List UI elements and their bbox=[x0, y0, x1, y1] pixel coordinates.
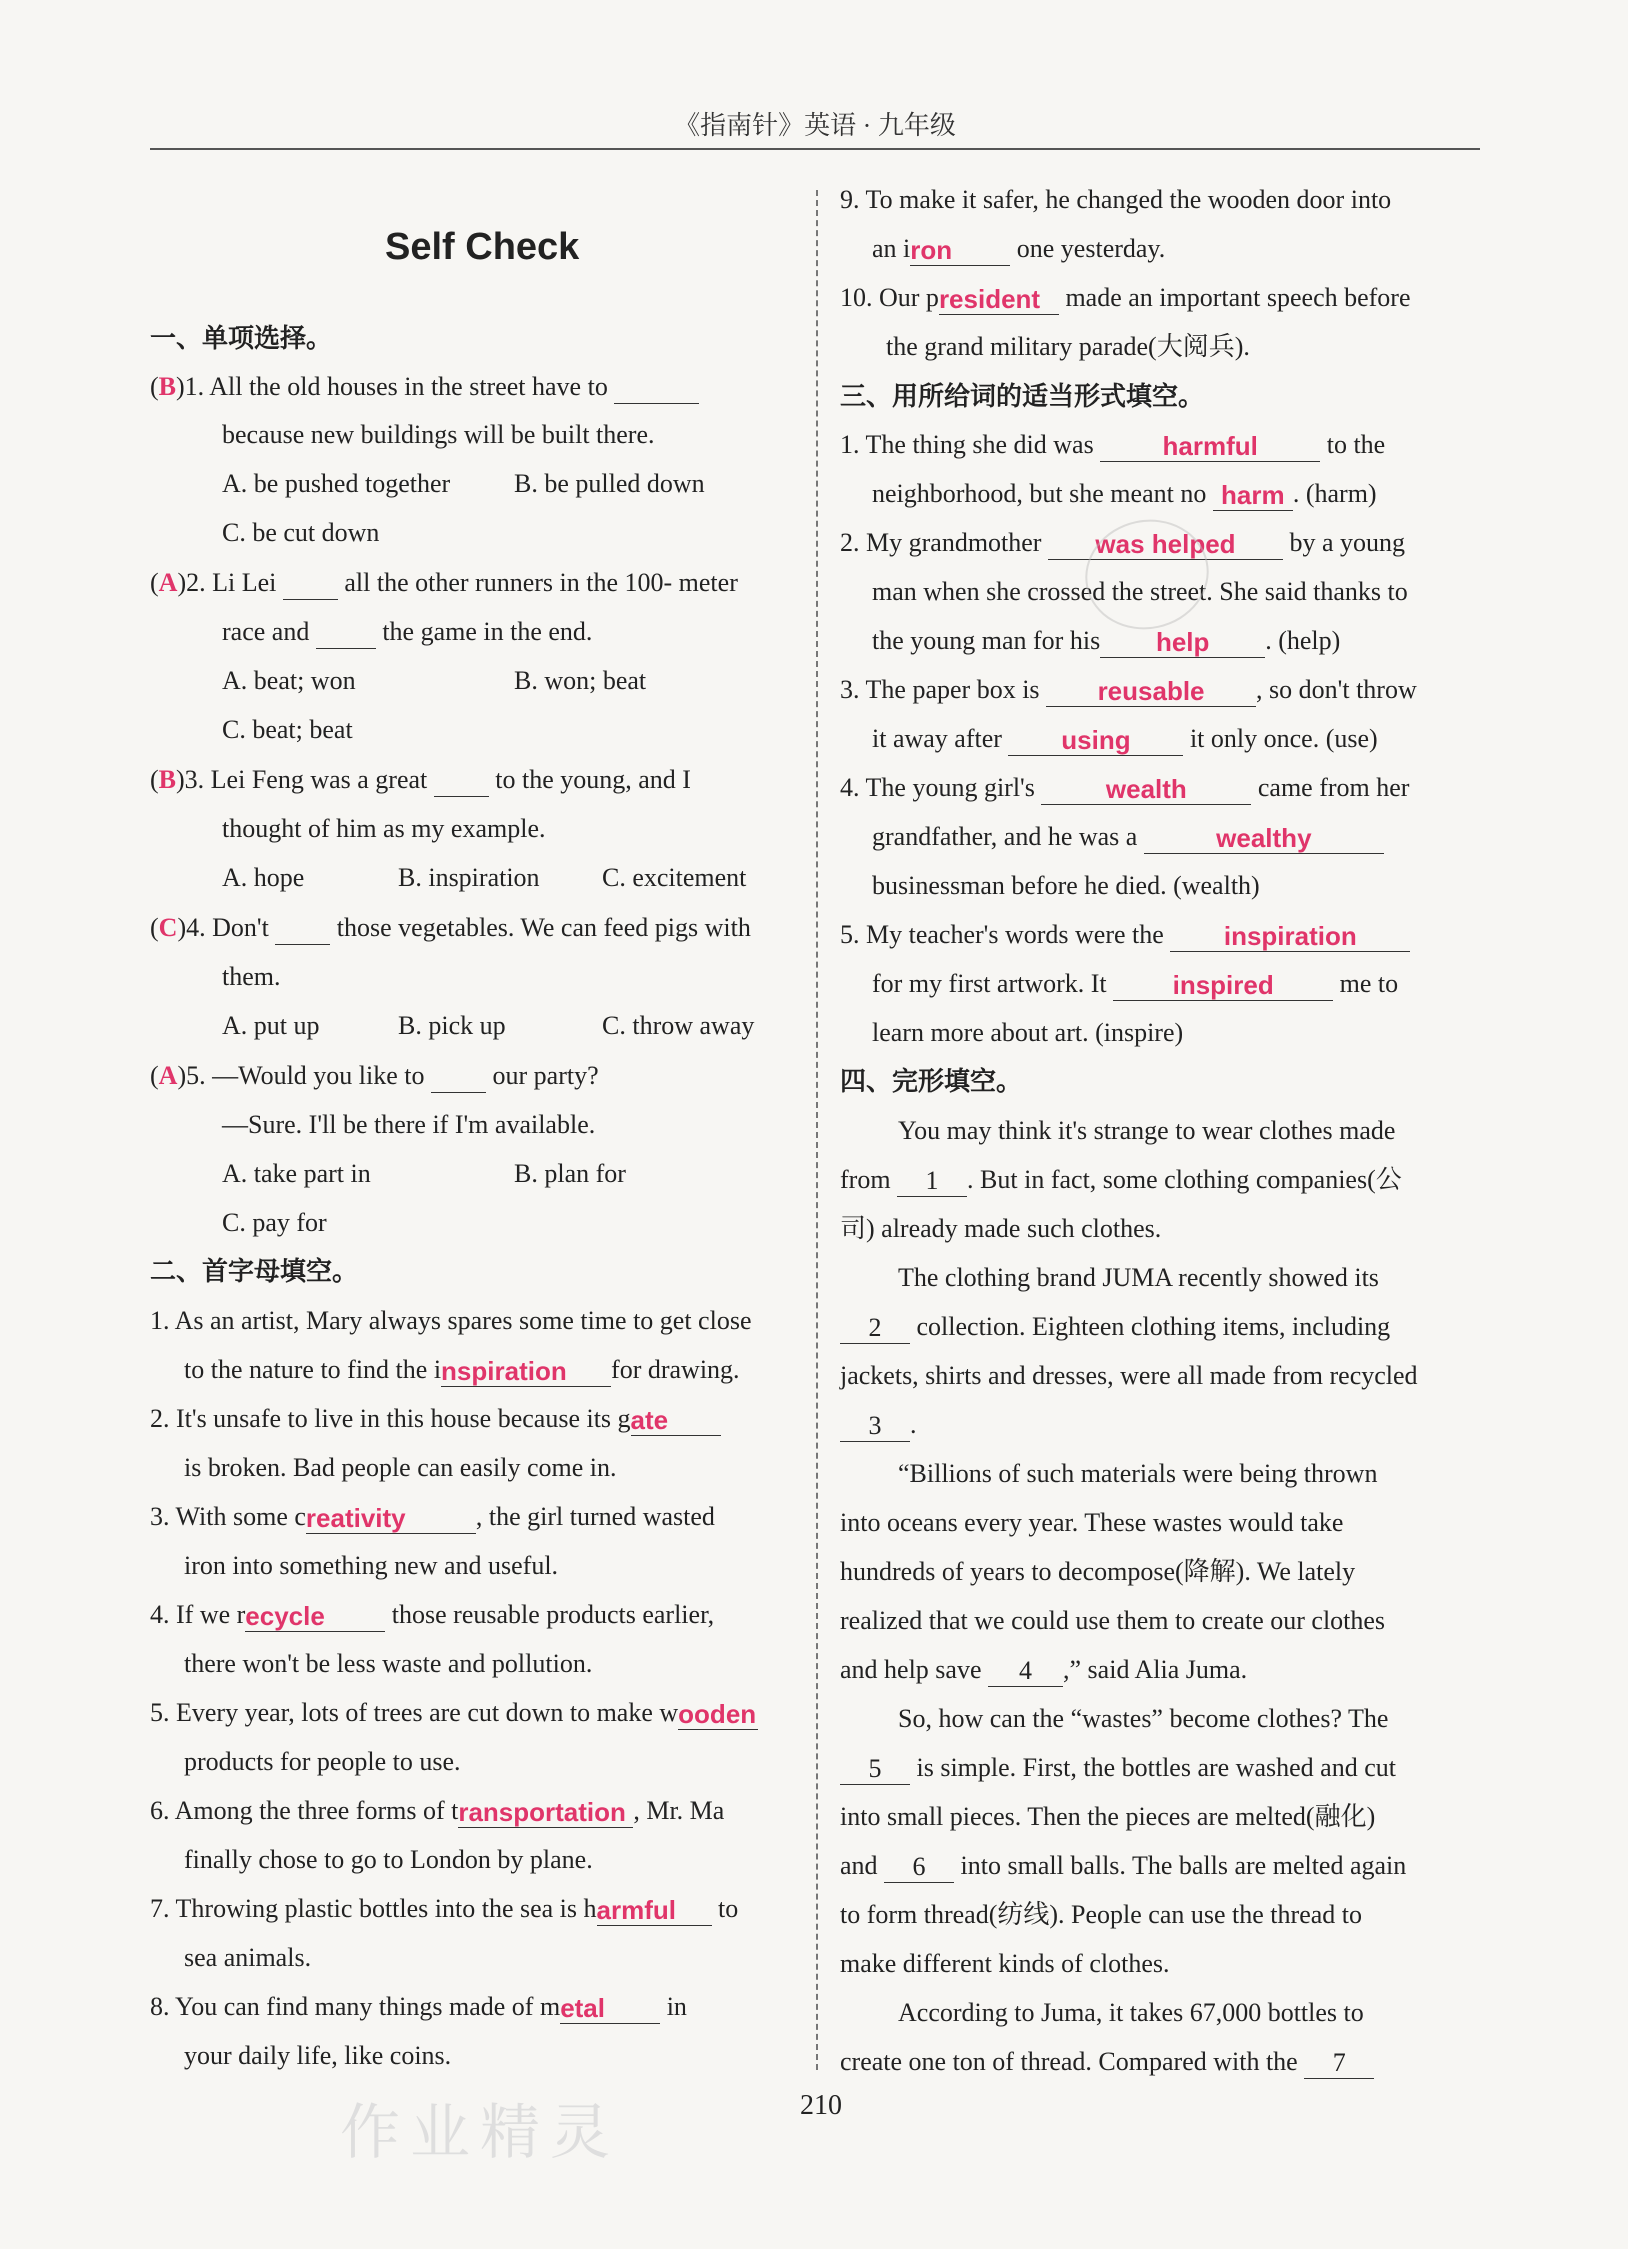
question-text: 3. The paper box is bbox=[840, 675, 1040, 704]
option-b: B. pick up bbox=[398, 1011, 506, 1040]
question-text: 4. The young girl's bbox=[840, 773, 1035, 802]
page-header: 《指南针》英语 · 九年级 bbox=[674, 111, 956, 140]
question-text: came from her bbox=[1257, 773, 1410, 802]
word-form-question-4 bbox=[840, 771, 1409, 805]
question-text: 5. Every year, lots of trees are cut down to make w bbox=[150, 1698, 679, 1727]
fill-question-8-cont: your daily life, like coins. bbox=[184, 2041, 452, 2070]
option-a: A. hope bbox=[222, 863, 305, 892]
passage-line bbox=[840, 2045, 1374, 2079]
question-5: (A)5. —Would you like to our party? bbox=[150, 1059, 599, 1093]
answer-choice: A bbox=[158, 1061, 178, 1090]
question-text: 6. Among the three forms of t bbox=[150, 1796, 459, 1825]
option-c: C. pay for bbox=[222, 1208, 327, 1237]
word-form-question-3 bbox=[840, 673, 1417, 707]
passage-line bbox=[840, 1408, 917, 1442]
question-text: )4. Don't bbox=[177, 913, 269, 942]
question-text: 3. With some c bbox=[150, 1502, 306, 1531]
option-c: C. beat; beat bbox=[222, 715, 353, 744]
answer-choice: B bbox=[158, 765, 177, 794]
question-text: 7. Throwing plastic bottles into the sea is h bbox=[150, 1894, 597, 1923]
answer-text: wealthy bbox=[1216, 823, 1312, 853]
answer-text: ecycle bbox=[245, 1601, 325, 1631]
page-number: 210 bbox=[800, 2090, 842, 2121]
cloze-blank: 7 bbox=[1304, 2048, 1374, 2079]
answer-blank bbox=[316, 618, 376, 649]
question-text: thought of him as my example. bbox=[222, 814, 546, 843]
question-text: 2. My grandmother bbox=[840, 528, 1042, 557]
word-form-question-3-cont bbox=[872, 722, 1378, 756]
cloze-blank: 2 bbox=[840, 1313, 910, 1344]
fill-question-7 bbox=[150, 1892, 738, 1926]
question-text: , Mr. Ma bbox=[633, 1796, 725, 1825]
fill-question-4-cont: there won't be less waste and pollution. bbox=[184, 1649, 593, 1678]
option-b: B. inspiration bbox=[398, 863, 540, 892]
passage-line: into small pieces. Then the pieces are melted(融化) bbox=[840, 1802, 1376, 1831]
answer-blank bbox=[431, 1062, 486, 1093]
answer-blank bbox=[434, 766, 489, 797]
passage-line: realized that we could use them to create our clothes bbox=[840, 1606, 1386, 1635]
passage-text: ,” said Alia Juma. bbox=[1063, 1655, 1248, 1684]
question-text: grandfather, and he was a bbox=[872, 822, 1138, 851]
fill-question-1: 1. As an artist, Mary always spares some time to get close bbox=[150, 1306, 752, 1335]
cloze-blank: 3 bbox=[840, 1411, 910, 1442]
passage-line bbox=[840, 1310, 1390, 1344]
answer-text: help bbox=[1155, 627, 1210, 657]
answer-text: using bbox=[1061, 725, 1131, 755]
fill-question-7-cont: sea animals. bbox=[184, 1943, 312, 1972]
fill-question-3-cont: iron into something new and useful. bbox=[184, 1551, 559, 1580]
passage-text: . bbox=[910, 1410, 917, 1439]
question-text: it away after bbox=[872, 724, 1002, 753]
passage-line: hundreds of years to decompose(降解). We lately bbox=[840, 1557, 1356, 1586]
question-3: (B)3. Lei Feng was a great to the young, and I bbox=[150, 763, 691, 797]
question-text: 8. You can find many things made of m bbox=[150, 1992, 561, 2021]
passage-line: to form thread(纺线). People can use the thread to bbox=[840, 1900, 1362, 1929]
option-a: A. take part in bbox=[222, 1159, 371, 1188]
passage-text: into small balls. The balls are melted again bbox=[960, 1851, 1407, 1880]
passage-line: into oceans every year. These wastes would take bbox=[840, 1508, 1344, 1537]
fill-question-5 bbox=[150, 1696, 758, 1730]
watermark: 作业精灵 bbox=[340, 2098, 620, 2168]
answer-choice: B bbox=[158, 372, 177, 401]
question-text: 1. The thing she did was bbox=[840, 430, 1094, 459]
passage-text: is simple. First, the bottles are washed and cut bbox=[916, 1753, 1396, 1782]
answer-blank bbox=[283, 569, 338, 600]
page-title: Self Check bbox=[385, 226, 580, 268]
fill-question-4 bbox=[150, 1598, 714, 1632]
question-text: all the other runners in the 100- meter bbox=[344, 568, 738, 597]
passage-line: You may think it's strange to wear clothes made bbox=[898, 1116, 1396, 1145]
answer-text: ransportation bbox=[458, 1797, 626, 1827]
answer-text: ate bbox=[630, 1405, 669, 1435]
fill-question-9-cont bbox=[872, 232, 1165, 266]
question-text: , the girl turned wasted bbox=[475, 1502, 715, 1531]
fill-question-1-cont bbox=[184, 1353, 740, 1387]
word-form-question-5-cont bbox=[872, 967, 1398, 1001]
question-text: for drawing. bbox=[611, 1355, 740, 1384]
question-text: for my first artwork. It bbox=[872, 969, 1107, 998]
word-form-question-5 bbox=[840, 918, 1410, 952]
passage-line: make different kinds of clothes. bbox=[840, 1949, 1170, 1978]
section-heading-1: 一、单项选择。 bbox=[150, 324, 333, 354]
answer-text: inspired bbox=[1172, 970, 1274, 1000]
section-heading-4: 四、完形填空。 bbox=[840, 1067, 1023, 1097]
answer-text: harm bbox=[1221, 480, 1285, 510]
fill-question-10 bbox=[840, 281, 1411, 315]
question-text: the game in the end. bbox=[382, 617, 593, 646]
question-text: made an important speech before bbox=[1065, 283, 1411, 312]
passage-line: So, how can the “wastes” become clothes? The bbox=[898, 1704, 1389, 1733]
question-text: to bbox=[718, 1894, 739, 1923]
passage-text: collection. Eighteen clothing items, including bbox=[916, 1312, 1391, 1341]
answer-text: ooden bbox=[678, 1699, 757, 1729]
option-b: B. plan for bbox=[514, 1159, 626, 1188]
question-text: by a young bbox=[1289, 528, 1406, 557]
question-text: . (harm) bbox=[1292, 479, 1377, 508]
fill-question-2-cont: is broken. Bad people can easily come in. bbox=[184, 1453, 617, 1482]
answer-text: resident bbox=[938, 284, 1041, 314]
column-divider bbox=[816, 190, 818, 2070]
cloze-blank: 6 bbox=[884, 1852, 954, 1883]
question-text: )2. Li Lei bbox=[177, 568, 277, 597]
answer-text: harmful bbox=[1162, 431, 1258, 461]
word-form-question-1 bbox=[840, 428, 1385, 462]
option-c: C. throw away bbox=[602, 1011, 755, 1040]
word-form-question-2-cont2 bbox=[872, 624, 1340, 658]
question-text: neighborhood, but she meant no bbox=[872, 479, 1207, 508]
question-text: it only once. (use) bbox=[1189, 724, 1378, 753]
question-text: them. bbox=[222, 962, 281, 991]
passage-text: from bbox=[840, 1165, 891, 1194]
question-text: in bbox=[666, 1992, 687, 2021]
option-a: A. be pushed together bbox=[222, 469, 451, 498]
passage-line bbox=[840, 1849, 1406, 1883]
question-text: )5. —Would you like to bbox=[177, 1061, 425, 1090]
cloze-blank: 4 bbox=[988, 1656, 1063, 1687]
answer-text: inspiration bbox=[1223, 921, 1357, 951]
question-text: 10. Our p bbox=[840, 283, 939, 312]
answer-text: etal bbox=[560, 1993, 605, 2023]
question-text: to the nature to find the i bbox=[184, 1355, 442, 1384]
fill-question-6-cont: finally chose to go to London by plane. bbox=[184, 1845, 593, 1874]
passage-text: . But in fact, some clothing companies(公 bbox=[967, 1165, 1402, 1194]
question-text: an i bbox=[872, 234, 911, 263]
answer-choice: C bbox=[158, 913, 178, 942]
fill-question-2 bbox=[150, 1402, 721, 1436]
answer-text: ron bbox=[910, 235, 953, 265]
question-text: . (help) bbox=[1265, 626, 1341, 655]
passage-text: create one ton of thread. Compared with the bbox=[840, 2047, 1298, 2076]
fill-question-8 bbox=[150, 1990, 687, 2024]
passage-line: jackets, shirts and dresses, were all made from recycled bbox=[840, 1361, 1418, 1390]
answer-text: wealth bbox=[1105, 774, 1187, 804]
section-heading-3: 三、用所给词的适当形式填空。 bbox=[840, 382, 1205, 412]
fill-question-10-cont: the grand military parade(大阅兵). bbox=[886, 332, 1250, 361]
question-text: 5. My teacher's words were the bbox=[840, 920, 1164, 949]
answer-text: armful bbox=[596, 1895, 676, 1925]
answer-text: nspiration bbox=[441, 1356, 567, 1386]
question-text: 4. If we r bbox=[150, 1600, 246, 1629]
header-rule bbox=[150, 148, 1480, 150]
question-text: me to bbox=[1339, 969, 1399, 998]
question-text: race and bbox=[222, 617, 310, 646]
fill-question-6 bbox=[150, 1794, 724, 1828]
passage-line bbox=[840, 1751, 1396, 1785]
passage-line: “Billions of such materials were being thrown bbox=[898, 1459, 1378, 1488]
answer-text: was helped bbox=[1095, 529, 1236, 559]
cloze-blank: 5 bbox=[840, 1754, 910, 1785]
option-c: C. excitement bbox=[602, 863, 747, 892]
question-text: to the young, and I bbox=[495, 765, 691, 794]
answer-blank bbox=[275, 914, 330, 945]
question-text: —Sure. I'll be there if I'm available. bbox=[222, 1110, 596, 1139]
passage-text: and help save bbox=[840, 1655, 982, 1684]
word-form-question-1-cont bbox=[872, 477, 1377, 511]
option-a: A. beat; won bbox=[222, 666, 356, 695]
question-4: (C)4. Don't those vegetables. We can feed pigs with bbox=[150, 911, 751, 945]
word-form-question-4-cont bbox=[872, 820, 1384, 854]
question-text: 2. It's unsafe to live in this house because its g bbox=[150, 1404, 631, 1433]
passage-line: The clothing brand JUMA recently showed its bbox=[898, 1263, 1379, 1292]
question-text: our party? bbox=[492, 1061, 599, 1090]
question-text: , so don't throw bbox=[1256, 675, 1417, 704]
question-text bbox=[222, 615, 592, 649]
section-heading-2: 二、首字母填空。 bbox=[150, 1257, 359, 1287]
option-a: A. put up bbox=[222, 1011, 320, 1040]
fill-question-5-cont: products for people to use. bbox=[184, 1747, 461, 1776]
question-text: the young man for his bbox=[872, 626, 1101, 655]
answer-text: reusable bbox=[1097, 676, 1205, 706]
word-form-question-5-cont2: learn more about art. (inspire) bbox=[872, 1018, 1184, 1047]
question-text: )3. Lei Feng was a great bbox=[176, 765, 428, 794]
answer-choice: A bbox=[158, 568, 178, 597]
passage-line bbox=[840, 1163, 1402, 1197]
option-b: B. won; beat bbox=[514, 666, 647, 695]
option-b: B. be pulled down bbox=[514, 469, 705, 498]
passage-line: 司) already made such clothes. bbox=[840, 1214, 1162, 1243]
option-c: C. be cut down bbox=[222, 518, 380, 547]
fill-question-9: 9. To make it safer, he changed the wooden door into bbox=[840, 185, 1392, 214]
word-form-question-4-cont2: businessman before he died. (wealth) bbox=[872, 871, 1260, 900]
answer-text: reativity bbox=[305, 1503, 406, 1533]
fill-question-3 bbox=[150, 1500, 715, 1534]
passage-text: and bbox=[840, 1851, 878, 1880]
passage-line: According to Juma, it takes 67,000 bottles to bbox=[898, 1998, 1364, 2027]
question-text: to the bbox=[1326, 430, 1386, 459]
passage-line bbox=[840, 1653, 1247, 1687]
question-1: (B)1. All the old houses in the street have to bbox=[150, 370, 699, 404]
word-form-question-2-cont: man when she crossed the street. She said thanks to bbox=[872, 577, 1408, 606]
question-text: one yesterday. bbox=[1016, 234, 1166, 263]
question-text: those vegetables. We can feed pigs with bbox=[336, 913, 751, 942]
cloze-blank: 1 bbox=[897, 1166, 967, 1197]
answer-blank bbox=[614, 373, 699, 404]
question-text: those reusable products earlier, bbox=[391, 1600, 715, 1629]
question-2: (A)2. Li Lei all the other runners in the 100- meter bbox=[150, 566, 738, 600]
question-text: because new buildings will be built there. bbox=[222, 420, 655, 449]
question-text: )1. All the old houses in the street have to bbox=[176, 372, 608, 401]
